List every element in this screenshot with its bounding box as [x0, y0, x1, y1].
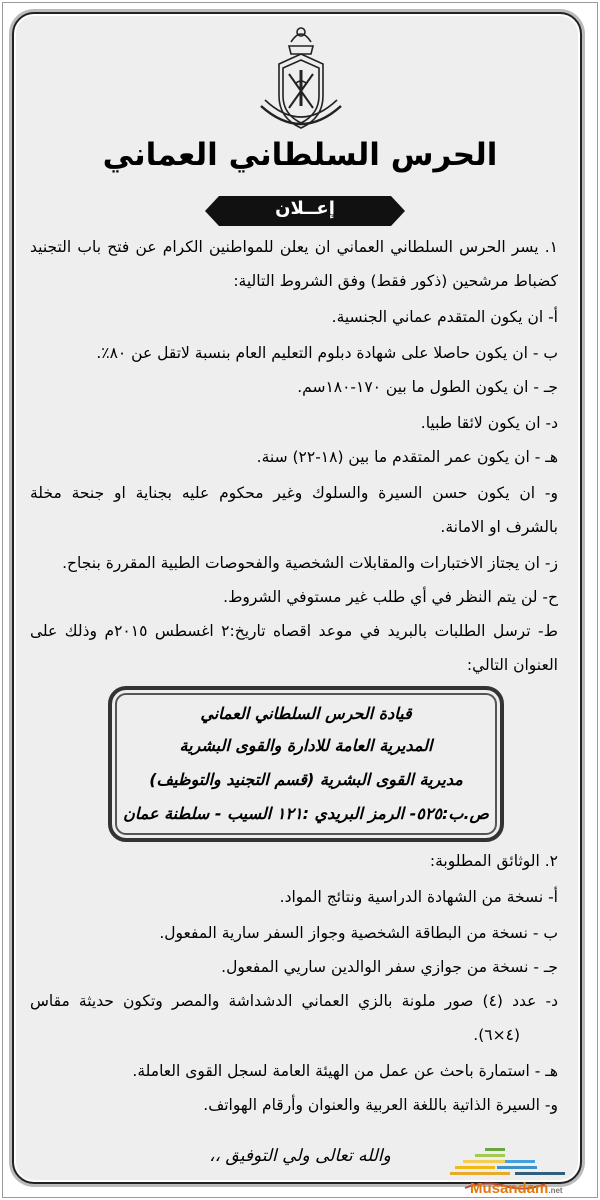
page-title: الحرس السلطاني العماني [102, 137, 498, 173]
address-line: ص.ب:٥٢٥- الرمز البريدي :١٢١ السيب - سلطنة عمان [123, 804, 489, 823]
section1-intro-line1: ١. يسر الحرس السلطاني العماني ان يعلن للمواطنين الكرام عن فتح باب التجنيد [30, 238, 558, 256]
condition-item: و- ان يكون حسن السيرة والسلوك وغير محكوم عليه بجناية او جنحة مخلة [30, 484, 558, 502]
condition-item: هـ - ان يكون عمر المتقدم ما بين (١٨-٢٢) سنة. [256, 448, 558, 466]
document-item: هـ - استمارة باحث عن عمل من الهيئة العامة لسجل القوى العاملة. [132, 1062, 558, 1080]
document-item: جـ - نسخة من جوازي سفر الوالدين ساريي المفعول. [221, 958, 558, 976]
watermark-text: Musandam.net [470, 1180, 563, 1197]
condition-item: ح- لن يتم النظر في أي طلب غير مستوفي الشروط. [223, 588, 558, 606]
royal-guard-emblem-icon [253, 24, 349, 142]
document-item: ب - نسخة من البطاقة الشخصية وجواز السفر سارية المفعول. [159, 924, 558, 942]
condition-item: ز- ان يجتاز الاختبارات والمقابلات الشخصية والفحوصات الطبية المقررة بنجاح. [62, 554, 558, 572]
section1-intro-line2: كضباط مرشحين (ذكور فقط) وفق الشروط التالية: [233, 272, 558, 290]
condition-item: العنوان التالي: [466, 656, 558, 674]
document-item: د- عدد (٤) صور ملونة بالزي العماني الدشداشة والمصر وتكون حديثة مقاس [30, 992, 558, 1010]
announcement-label: إعــلان [275, 198, 335, 219]
condition-item: ط- ترسل الطلبات بالبريد في موعد اقصاه تاريخ:٢ اغسطس ٢٠١٥م وذلك على [30, 622, 558, 640]
address-line: المديرية العامة للادارة والقوى البشرية [179, 736, 433, 755]
document-item: و- السيرة الذاتية باللغة العربية والعنوان وأرقام الهواتف. [203, 1096, 558, 1114]
section2-heading: ٢. الوثائق المطلوبة: [429, 852, 558, 870]
document-item: أ- نسخة من الشهادة الدراسية ونتائج المواد. [279, 888, 558, 906]
condition-item: د- ان يكون لائقا طبيا. [420, 414, 558, 432]
address-line: مديرية القوى البشرية (قسم التجنيد والتوظيف) [149, 770, 463, 789]
condition-item: جـ - ان يكون الطول ما بين ١٧٠-١٨٠سم. [297, 378, 558, 396]
condition-item: أ- ان يكون المتقدم عماني الجنسية. [331, 308, 558, 326]
closing-phrase: والله تعالى ولي التوفيق ،، [209, 1146, 391, 1166]
condition-item: بالشرف او الامانة. [440, 518, 558, 536]
address-line: قيادة الحرس السلطاني العماني [200, 704, 412, 723]
document-item: (٤×٦). [473, 1026, 520, 1044]
condition-item: ب - ان يكون حاصلا على شهادة دبلوم التعليم العام بنسبة لاتقل عن ٨٠٪. [96, 344, 558, 362]
